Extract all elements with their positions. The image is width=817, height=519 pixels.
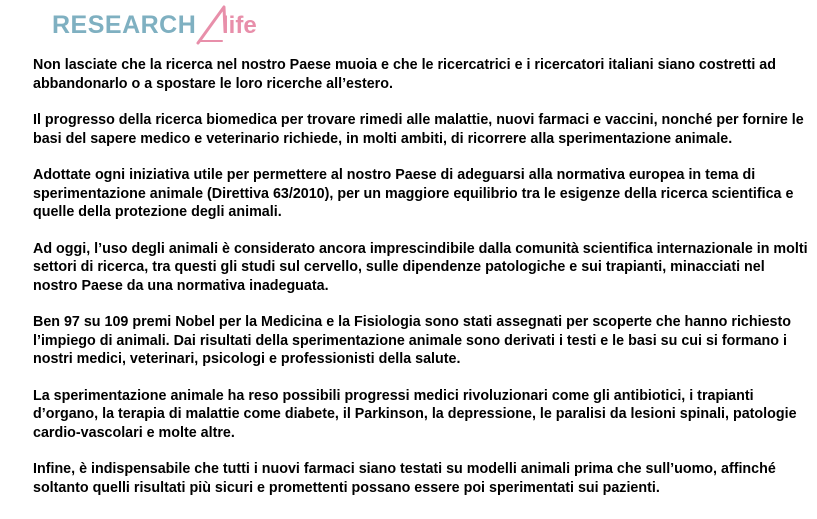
paragraph-3: Adottate ogni iniziativa utile per permettere al nostro Paese di adeguarsi alla normativa europea in tema di sperimentazione animale (Direttiva 63/2010), per un maggiore equilibrio tra le esigenze della ricerca scientifica e quelle della protezione degli animali. — [33, 167, 794, 220]
paragraph-2: Il progresso della ricerca biomedica per trovare rimedi alle malattie, nuovi farmaci e vaccini, nonché per fornire le basi del sapere medico e veterinario richiede, in molti ambiti, di ricorrere alla sperimentazione animale. — [33, 112, 804, 147]
paragraph-7: Infine, è indispensabile che tutti i nuovi farmaci siano testati su modelli animali prima che sull’uomo, affinché soltanto quelli risultati più sicuri e promettenti possano essere poi sperimentati sui pazienti. — [33, 461, 776, 496]
letter-body — [33, 56, 813, 515]
paragraph-6: La sperimentazione animale ha reso possibili progressi medici rivoluzionari come gli antibiotici, i trapianti d’organo, la terapia di malattie come diabete, il Parkinson, la depressione, le paralisi da lesioni spinali, patologie cardio-vascolari e molte altre. — [33, 387, 797, 441]
paragraph-1: Non lasciate che la ricerca nel nostro Paese muoia e che le ricercatrici e i ricercatori italiani siano costretti ad abbandonarlo o a spostare le loro ricerche all’estero. — [33, 57, 776, 92]
logo-research-text: RESEARCH — [52, 11, 197, 39]
research4life-logo — [52, 5, 282, 49]
paragraph-4: Ad oggi, l’uso degli animali è considerato ancora imprescindibile dalla comunità scientifica internazionale in molti settori di ricerca, tra questi gli studi sul cervello, sulle dipendenze patologiche e sui trapianti, minacciati nel nostro Paese da una normativa inadeguata. — [33, 240, 808, 294]
paragraph-5: Ben 97 su 109 premi Nobel per la Medicina e la Fisiologia sono stati assegnati per scoperte che hanno richiesto l’impiego di animali. Dai risultati della sperimentazione animale sono derivati i testi e le basi su cui si formano i nostri medici, veterinari, psicologi e professionisti della salute. — [33, 314, 791, 367]
logo-life-text: life — [222, 12, 257, 39]
